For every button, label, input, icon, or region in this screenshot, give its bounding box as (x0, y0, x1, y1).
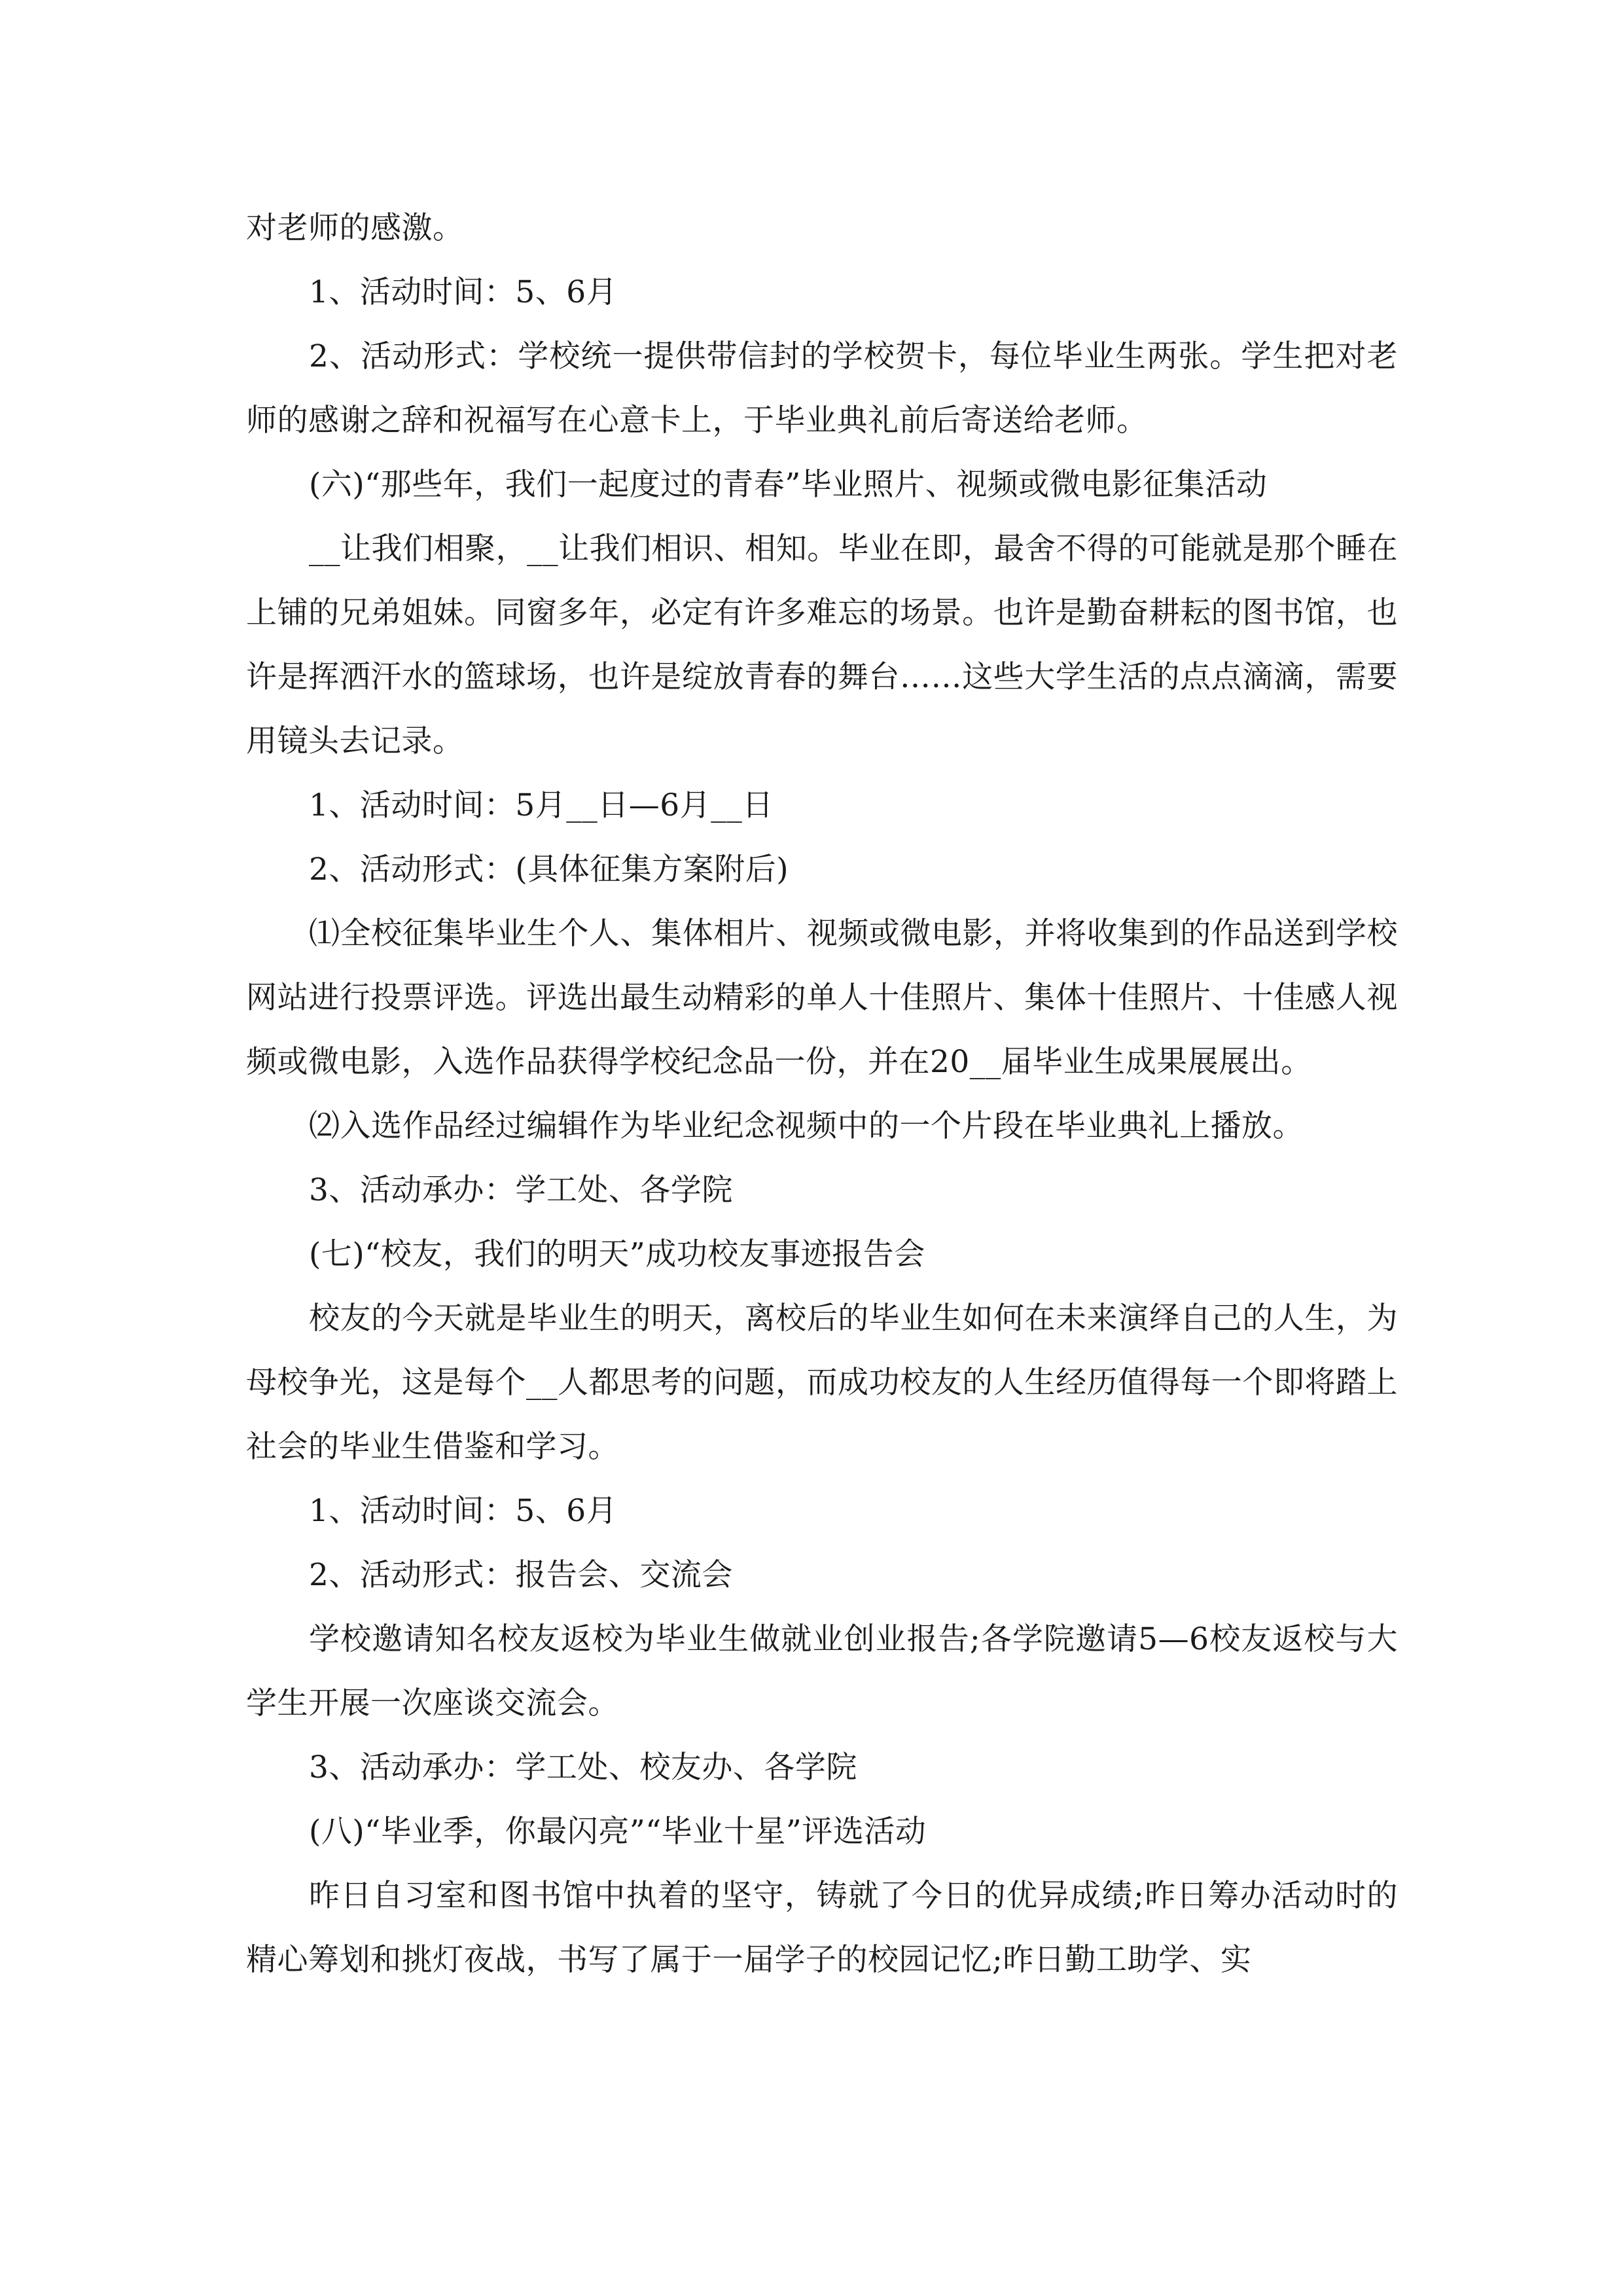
section-heading: (八)“毕业季，你最闪亮”“毕业十星”评选活动 (309, 1814, 927, 1850)
paragraph: 3、活动承办：学工处、各学院 (309, 1172, 733, 1208)
paragraph: ⑵入选作品经过编辑作为毕业纪念视频中的一个片段在毕业典礼上播放。 (309, 1108, 1304, 1144)
paragraph: ⑴全校征集毕业生个人、集体相片、视频或微电影，并将收集到的作品送到学校网站进行投票评选。评选出最生动精彩的单人十佳照片、集体十佳照片、十佳感人视频或微电影，入选作品获得学校纪念品一份，并在20__届毕业生成果展展出。 (246, 916, 1398, 1080)
section-heading: (七)“校友，我们的明天”成功校友事迹报告会 (309, 1236, 925, 1272)
paragraph: 1、活动时间：5、6月 (309, 274, 618, 310)
paragraph: 对老师的感激。 (246, 210, 464, 246)
paragraph: 校友的今天就是毕业生的明天，离校后的毕业生如何在未来演绎自己的人生，为母校争光，这是每个__人都思考的问题，而成功校友的人生经历值得每一个即将踏上社会的毕业生借鉴和学习。 (246, 1300, 1398, 1465)
paragraph: 学校邀请知名校友返校为毕业生做就业创业报告;各学院邀请5—6校友返校与大学生开展一次座谈交流会。 (246, 1621, 1398, 1721)
paragraph: 1、活动时间：5、6月 (309, 1493, 618, 1529)
paragraph: 2、活动形式：(具体征集方案附后) (309, 852, 789, 888)
paragraph: 1、活动时间：5月__日—6月__日 (309, 787, 774, 823)
paragraph: __让我们相聚，__让我们相识、相知。毕业在即，最舍不得的可能就是那个睡在上铺的兄弟姐妹。同窗多年，必定有许多难忘的场景。也许是勤奋耕耘的图书馆，也许是挥洒汗水的篮球场，也许是绽放青春的舞台……这些大学生活的点点滴滴，需要用镜头去记录。 (246, 531, 1398, 759)
paragraph: 2、活动形式：学校统一提供带信封的学校贺卡，每位毕业生两张。学生把对老师的感谢之辞和祝福写在心意卡上，于毕业典礼前后寄送给老师。 (246, 338, 1398, 439)
paragraph: 3、活动承办：学工处、校友办、各学院 (309, 1749, 857, 1785)
document-body (246, 196, 1398, 1992)
paragraph: 昨日自习室和图书馆中执着的坚守，铸就了今日的优异成绩;昨日筹办活动时的精心筹划和挑灯夜战，书写了属于一届学子的校园记忆;昨日勤工助学、实 (246, 1878, 1398, 1978)
paragraph: 2、活动形式：报告会、交流会 (309, 1557, 733, 1593)
section-heading: (六)“那些年，我们一起度过的青春”毕业照片、视频或微电影征集活动 (309, 467, 1268, 503)
